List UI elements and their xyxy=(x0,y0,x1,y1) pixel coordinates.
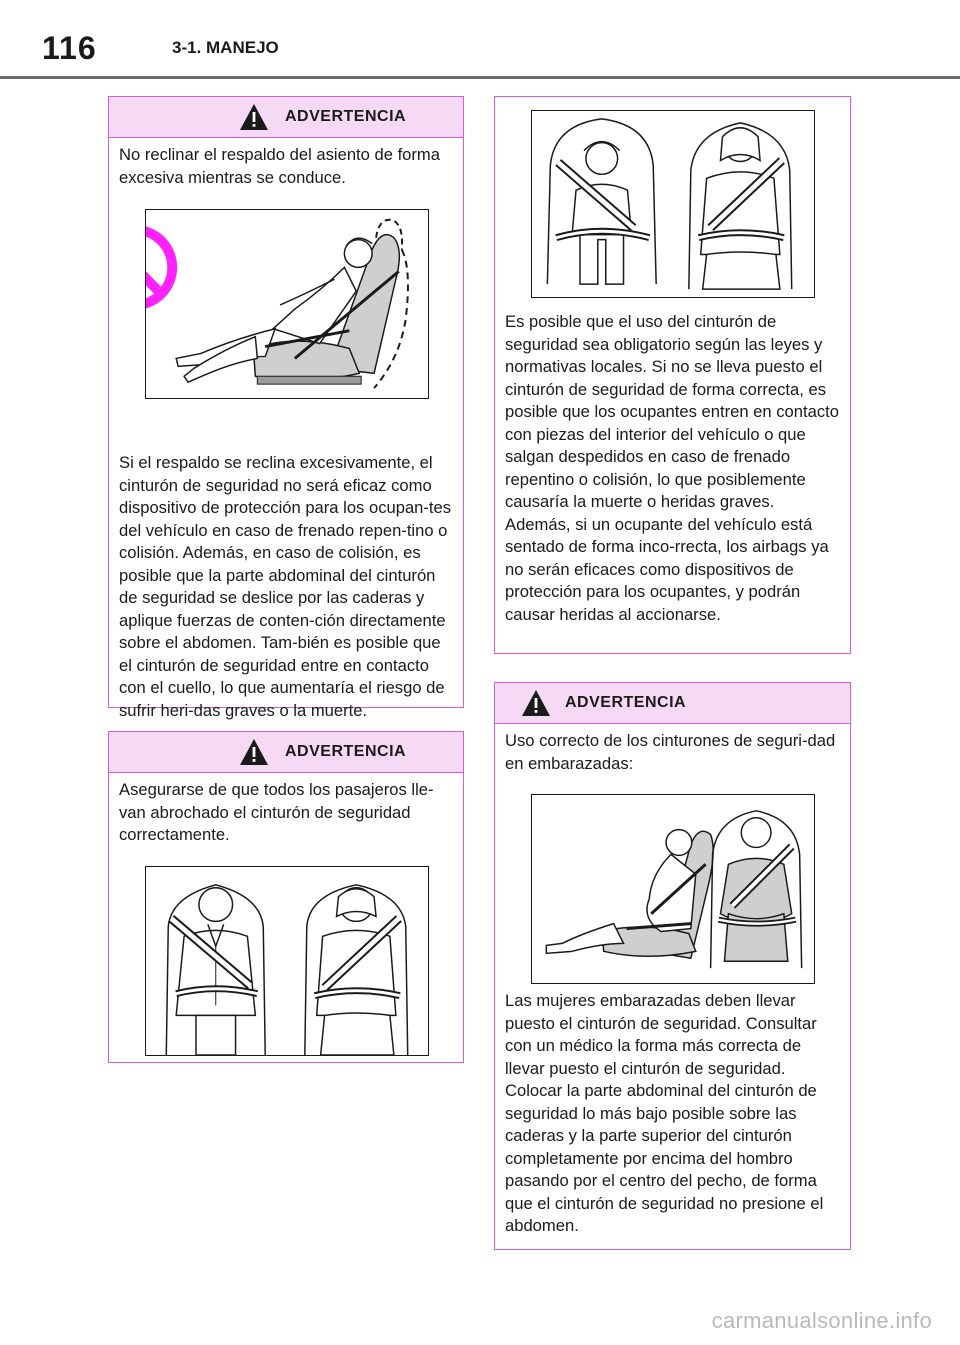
belted-adults-illustration xyxy=(146,867,428,1055)
warning-label: ADVERTENCIA xyxy=(285,743,407,760)
pregnant-front-view xyxy=(711,811,802,968)
figure-adults-belted xyxy=(145,866,429,1056)
woman-belted xyxy=(305,885,408,1055)
warning-triangle-icon xyxy=(239,103,269,131)
warning-box-pregnant xyxy=(494,682,851,1250)
warning-body-text: Las mujeres embarazadas deben llevar puesto el cinturón de seguridad. Consultar con un médico la forma más correcta de llevar puesto el cinturón de seguridad. Colocar la parte abdominal del cinturón de seguridad lo más bajo posible sobre las caderas y la parte superior del cinturón completamente por encima del hombro pasando por el centro del pecho, de forma que el cinturón de seguridad no presione el abdomen. xyxy=(505,991,824,1235)
info-body-text: Es posible que el uso del cinturón de seguridad sea obligatorio según las leyes y normativas locales. Si no se lleva puesto el cinturón de seguridad de forma correcta, es posible que los ocupantes entren en contacto con piezas del interior del vehículo o que salgan despedidos en caso de frenado repentino o colisión, lo que posiblemente causaría la muerte o heridas graves. Además, si un ocupante del vehículo está sentado de forma inco-rrecta, los airbags ya no serán eficaces como dispositivos de protección para los ocupantes, y podrán causar heridas al accionarse. xyxy=(505,312,839,624)
footer-watermark: carmanualsonline.info xyxy=(711,1308,932,1333)
warning-triangle-icon xyxy=(521,689,551,717)
warning-body-text: Si el respaldo se reclina excesivamente, el cinturón de seguridad no será eficaz como dispositivo de protección para los ocupan-tes del vehículo en caso de frenado repen-tino o colisión. Además, en caso de colisión, es posible que la parte abdominal del cinturón de seguridad se deslice por las caderas y aplique fuerzas de conten-ción directamente sobre el abdomen. Tam-bién es posible que el cinturón de seguridad entre en contacto con el cuello, lo que aumentaría el riesgo de sufrir heri-das graves o la muerte. xyxy=(119,453,452,720)
woman-belted xyxy=(689,123,792,289)
page-number: 116 xyxy=(42,30,97,66)
figure-reclined-seat xyxy=(145,209,429,399)
page-header xyxy=(0,0,960,78)
warning-label: ADVERTENCIA xyxy=(285,108,407,125)
man-belted xyxy=(166,885,265,1055)
pregnant-illustration xyxy=(532,795,814,983)
warning-box-all-passengers xyxy=(108,731,464,1063)
header-divider xyxy=(0,76,960,79)
figure-pregnant-belted xyxy=(531,794,815,984)
child-belted xyxy=(547,119,656,284)
pregnant-side-view xyxy=(546,830,713,959)
warning-header xyxy=(495,683,850,724)
warning-intro-text: No reclinar el respaldo del asiento de forma excesiva mientras se conduce. xyxy=(119,145,440,187)
warning-header xyxy=(109,97,463,138)
child-woman-illustration xyxy=(532,111,814,297)
warning-box-reclining xyxy=(108,96,464,720)
warning-header xyxy=(109,732,463,773)
warning-intro-text: Asegurarse de que todos los pasajeros lle-van abrochado el cinturón de seguridad correctamente. xyxy=(119,780,434,844)
info-box-belt-laws xyxy=(494,96,851,654)
warning-label: ADVERTENCIA xyxy=(565,694,687,711)
prohibition-icon xyxy=(146,230,172,305)
figure-child-and-woman-belted xyxy=(531,110,815,298)
warning-triangle-icon xyxy=(239,738,269,766)
section-title: 3-1. MANEJO xyxy=(172,38,279,57)
warning-intro-text: Uso correcto de los cinturones de seguri-dad en embarazadas: xyxy=(505,731,836,773)
reclined-seat-illustration xyxy=(146,210,428,398)
